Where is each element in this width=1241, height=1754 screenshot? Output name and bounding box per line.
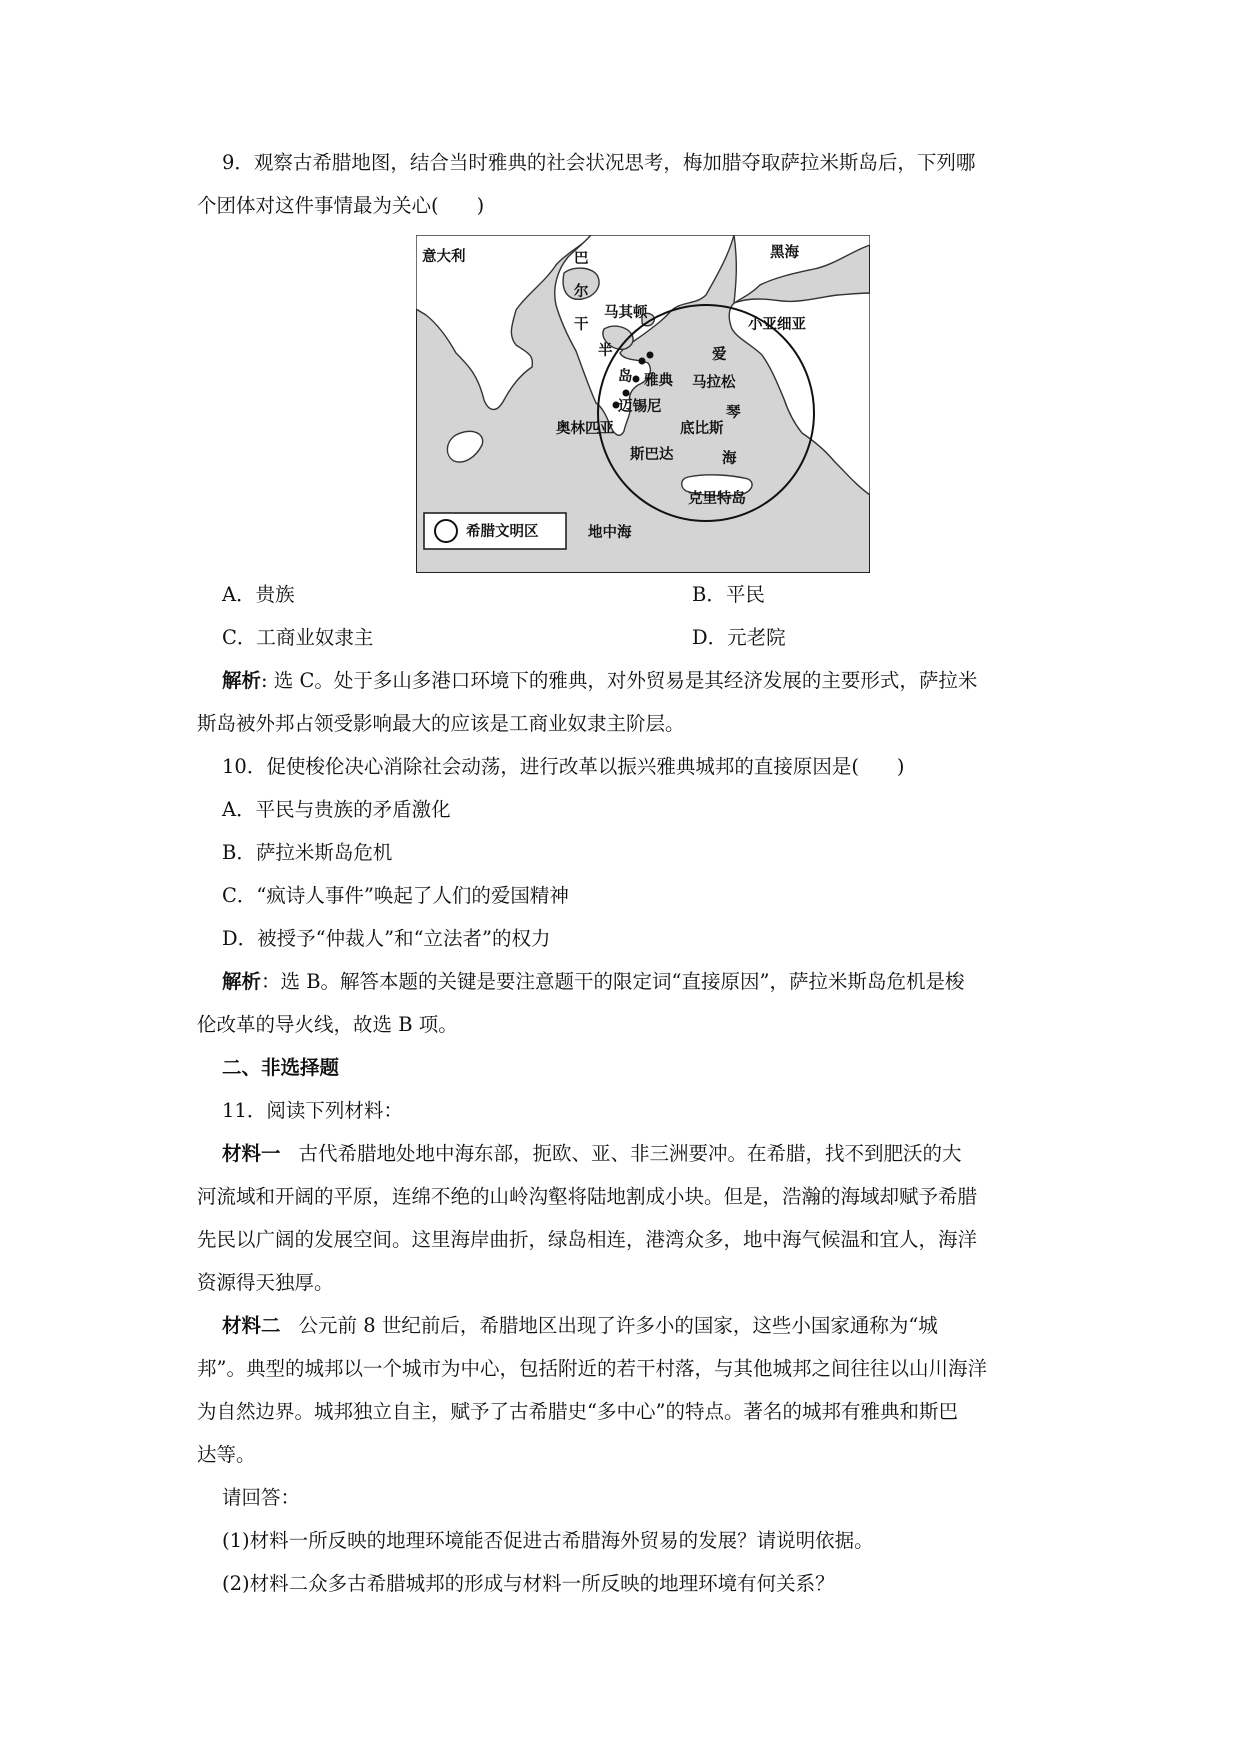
q10-stem: [222, 753, 1057, 781]
material1-text: 古代希腊地处地中海东部，扼欧、亚、非三洲要冲。在希腊，找不到肥沃的大: [298, 1142, 962, 1165]
q9-stem-text: 个团体对这件事情最为关心(: [197, 194, 439, 217]
q9-option-c: C．工商业奴隶主: [222, 626, 374, 649]
label-mycenae: 迈锡尼: [618, 399, 662, 415]
q11-material1-line2: 河流域和开阔的平原，连绵不绝的山岭沟壑将陆地割成小块。但是，浩瀚的海域却赋予希腊: [197, 1185, 978, 1208]
label-thebes: 底比斯: [680, 421, 724, 437]
label-aegean-1: 爱: [712, 347, 727, 363]
label-mediterranean: 地中海: [588, 525, 632, 541]
q11-material2-line2: 邦”。典型的城邦以一个城市为中心，包括附近的若干村落，与其他城邦之间往往以山川海洋: [197, 1357, 987, 1380]
q10-analysis-line2: 伦改革的导火线，故选 B 项。: [197, 1013, 458, 1036]
material1-label: 材料一: [222, 1142, 281, 1165]
q11-material1-line3: 先民以广阔的发展空间。这里海岸曲折，绿岛相连，港湾众多，地中海气候温和宜人，海洋: [197, 1228, 978, 1251]
q11-prompt: 请回答：: [222, 1486, 301, 1509]
label-italy: 意大利: [422, 249, 466, 265]
marathon-dot: [639, 358, 646, 365]
label-olympia: 奥林匹亚: [556, 421, 614, 437]
label-balkan-3: 干: [574, 317, 589, 333]
material2-text: 公元前 8 世纪前后，希腊地区出现了许多小的国家，这些小国家通称为“城: [298, 1314, 938, 1337]
label-balkan-5: 岛: [618, 369, 633, 385]
q11-stem: 11．阅读下列材料：: [222, 1099, 403, 1122]
label-balkan-4: 半: [598, 343, 613, 359]
q11-material1-line1: [222, 1140, 1057, 1168]
q10-analysis-line1: [222, 968, 1057, 996]
q10-stem-text: 10．促使梭伦决心消除社会动荡，进行改革以振兴雅典城邦的直接原因是(: [222, 755, 859, 778]
label-aegean-3: 海: [722, 451, 737, 467]
q9-analysis-label: 解析: [222, 669, 262, 692]
label-aegean-2: 琴: [726, 405, 741, 421]
label-black-sea: 黑海: [770, 245, 799, 261]
q11-sub-question-2: (2)材料二众多古希腊城邦的形成与材料一所反映的地理环境有何关系？: [222, 1572, 835, 1595]
q10-option-d: D．被授予“仲裁人”和“立法者”的权力: [222, 927, 551, 950]
thebes-dot: [633, 376, 640, 383]
label-marathon: 马拉松: [692, 375, 736, 391]
q10-option-c: C．“疯诗人事件”唤起了人们的爱国精神: [222, 884, 569, 907]
q11-material2-line4: 达等。: [197, 1443, 256, 1466]
label-balkan-2: 尔: [574, 284, 589, 300]
label-asia-minor: 小亚细亚: [748, 317, 806, 333]
q10-option-b: B．萨拉米斯岛危机: [222, 841, 393, 864]
label-balkan-1: 巴: [574, 251, 589, 267]
athens-dot: [647, 352, 654, 359]
section-title: 二、非选择题: [222, 1056, 340, 1079]
q10-analysis-text: ：选 B。解答本题的关键是要注意题干的限定词“直接原因”，萨拉米斯岛危机是梭: [261, 970, 965, 993]
material2-label: 材料二: [222, 1314, 281, 1337]
q9-option-b: B．平民: [692, 583, 765, 606]
q10-stem-close: ): [896, 755, 905, 778]
q9-analysis-text: : 选 C。处于多山多港口环境下的雅典，对外贸易是其经济发展的主要形式，萨拉米: [261, 669, 978, 692]
legend-label: 希腊文明区: [466, 524, 539, 540]
label-macedon: 马其顿: [604, 305, 648, 321]
q11-sub-question-1: (1)材料一所反映的地理环境能否促进古希腊海外贸易的发展？请说明依据。: [222, 1529, 874, 1552]
label-athens: 雅典: [644, 373, 673, 389]
q9-option-a: A．贵族: [222, 583, 295, 606]
q9-stem-line2: [197, 192, 1032, 220]
q9-analysis-line2: 斯岛被外邦占领受影响最大的应该是工商业奴隶主阶层。: [197, 712, 685, 735]
q10-option-a: A．平民与贵族的矛盾激化: [222, 798, 451, 821]
q11-material2-line1: [222, 1312, 1057, 1340]
label-crete: 克里特岛: [688, 491, 746, 507]
ancient-greece-map: [416, 235, 870, 573]
q9-stem-close: ): [476, 194, 485, 217]
q11-material2-line3: 为自然边界。城邦独立自主，赋予了古希腊史“多中心”的特点。著名的城邦有雅典和斯巴: [197, 1400, 958, 1423]
q11-material1-line4: 资源得天独厚。: [197, 1271, 334, 1294]
map-legend: [424, 513, 566, 549]
q9-analysis-line1: [222, 667, 1057, 695]
q9-stem-line1: 9．观察古希腊地图，结合当时雅典的社会状况思考，梅加腊夺取萨拉米斯岛后，下列哪: [222, 151, 976, 174]
mycenae-dot: [623, 390, 630, 397]
q10-analysis-label: 解析: [222, 970, 262, 993]
q9-option-d: D．元老院: [692, 626, 786, 649]
label-sparta: 斯巴达: [630, 447, 674, 463]
